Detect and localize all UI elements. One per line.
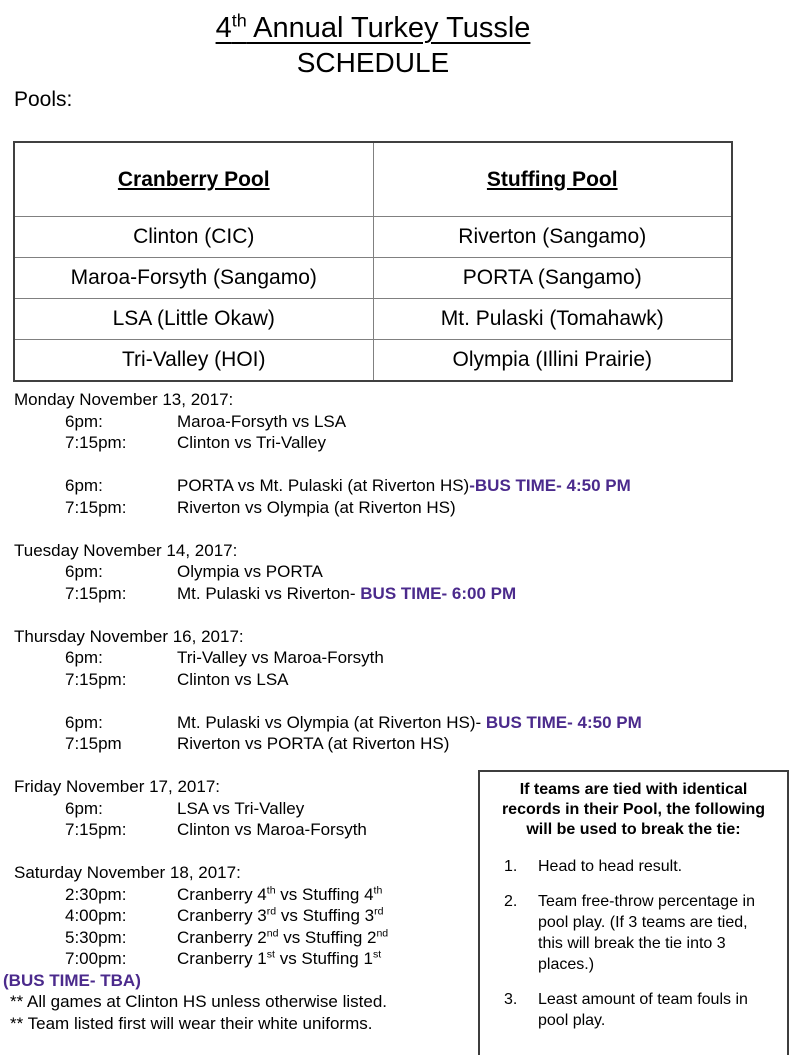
pools-table bbox=[13, 141, 733, 382]
tiebreaker-item bbox=[494, 891, 773, 975]
pool-header-cell bbox=[14, 142, 373, 217]
game-line bbox=[0, 561, 746, 583]
game-line bbox=[0, 669, 746, 691]
game-time: 7:15pm: bbox=[65, 669, 127, 689]
game-time: 4:00pm: bbox=[65, 906, 127, 925]
blank-line bbox=[0, 690, 746, 712]
pool-team-cell: Maroa-Forsyth (Sangamo) bbox=[14, 258, 373, 299]
pools-label: Pools: bbox=[14, 88, 73, 111]
page-subtitle: SCHEDULE bbox=[296, 47, 450, 78]
schedule-section bbox=[0, 389, 746, 518]
game-line bbox=[0, 475, 746, 497]
tiebreaker-box bbox=[478, 770, 789, 1055]
game-time: 6pm: bbox=[65, 712, 103, 732]
game-time: 6pm: bbox=[65, 798, 103, 818]
schedule-date: Friday November 17, 2017: bbox=[14, 777, 220, 796]
pool-table-row bbox=[14, 340, 732, 382]
game-line bbox=[0, 733, 746, 755]
game-time: 2:30pm: bbox=[65, 884, 127, 904]
game-description: Clinton vs Tri-Valley bbox=[177, 433, 326, 452]
game-time: 6pm: bbox=[65, 648, 103, 667]
pool-team-cell: LSA (Little Okaw) bbox=[14, 299, 373, 340]
tiebreaker-item-text: Head to head result. bbox=[538, 858, 683, 875]
blank-line bbox=[0, 454, 746, 476]
game-time: 6pm: bbox=[65, 476, 103, 495]
bus-time-note: -BUS TIME- 4:50 PM bbox=[469, 476, 631, 495]
game-time: 7:15pm: bbox=[65, 433, 127, 452]
game-description: Riverton vs Olympia (at Riverton HS) bbox=[177, 497, 456, 517]
schedule-section bbox=[0, 540, 746, 605]
pool-header-cell bbox=[373, 142, 732, 217]
tiebreaker-list bbox=[494, 856, 773, 1031]
game-description: Clinton vs Maroa-Forsyth bbox=[177, 820, 367, 839]
game-description: Cranberry 2nd vs Stuffing 2nd bbox=[177, 926, 389, 947]
tiebreaker-item-number: 1. bbox=[504, 858, 518, 875]
game-time: 7:15pm bbox=[65, 734, 122, 753]
page-title-text: 4th Annual Turkey Tussle bbox=[215, 10, 531, 44]
game-line bbox=[0, 647, 746, 669]
pool-team-cell: Tri-Valley (HOI) bbox=[14, 340, 373, 382]
game-description: Olympia vs PORTA bbox=[177, 562, 323, 581]
footnote: ** Team listed first will wear their white uniforms. bbox=[10, 1013, 373, 1033]
game-description: Maroa-Forsyth vs LSA bbox=[177, 411, 347, 431]
tiebreaker-item bbox=[494, 856, 773, 877]
game-line bbox=[0, 712, 746, 734]
pool-header-text: Cranberry Pool bbox=[117, 167, 270, 191]
pool-team-cell: Riverton (Sangamo) bbox=[373, 217, 732, 258]
tiebreaker-item bbox=[494, 989, 773, 1031]
page-title bbox=[0, 0, 746, 46]
schedule-date: Tuesday November 14, 2017: bbox=[14, 540, 238, 560]
pool-team-cell: Mt. Pulaski (Tomahawk) bbox=[373, 299, 732, 340]
game-time: 7:00pm: bbox=[65, 949, 127, 968]
game-time: 7:15pm: bbox=[65, 820, 127, 839]
pool-header-text: Stuffing Pool bbox=[486, 167, 618, 191]
game-time: 6pm: bbox=[65, 411, 103, 431]
bus-time-note: BUS TIME- 6:00 PM bbox=[360, 583, 517, 603]
schedule-date: Saturday November 18, 2017: bbox=[14, 863, 241, 882]
game-description: Mt. Pulaski vs Riverton- bbox=[177, 583, 361, 603]
game-description: PORTA vs Mt. Pulaski (at Riverton HS) bbox=[177, 476, 470, 495]
game-line bbox=[0, 497, 746, 519]
game-description: Cranberry 4th vs Stuffing 4th bbox=[177, 883, 383, 904]
schedule-section bbox=[0, 626, 746, 755]
pool-table-header-row bbox=[14, 142, 732, 217]
pool-team-cell: Olympia (Illini Prairie) bbox=[373, 340, 732, 382]
pool-table-row bbox=[14, 299, 732, 340]
game-line bbox=[0, 411, 746, 433]
tiebreaker-item-number: 3. bbox=[504, 991, 518, 1008]
game-line bbox=[0, 432, 746, 454]
bus-time-note: BUS TIME- 4:50 PM bbox=[485, 712, 642, 732]
game-line bbox=[0, 583, 746, 605]
tiebreaker-item-text: Least amount of team fouls in pool play. bbox=[538, 991, 748, 1029]
game-description: Clinton vs LSA bbox=[177, 669, 289, 689]
bus-time-tba: (BUS TIME- TBA) bbox=[3, 970, 141, 990]
pool-table-row bbox=[14, 217, 732, 258]
game-description: Riverton vs PORTA (at Riverton HS) bbox=[177, 734, 450, 753]
game-time: 7:15pm: bbox=[65, 497, 127, 517]
game-description: LSA vs Tri-Valley bbox=[177, 798, 305, 818]
schedule-date: Thursday November 16, 2017: bbox=[14, 626, 244, 646]
tiebreaker-item-number: 2. bbox=[504, 893, 518, 910]
game-description: Cranberry 1st vs Stuffing 1st bbox=[177, 948, 382, 968]
pool-team-cell: PORTA (Sangamo) bbox=[373, 258, 732, 299]
tiebreaker-item-text: Team free-throw percentage in pool play. (If 3 teams are tied, this will break the tie into 3 places.) bbox=[538, 893, 755, 973]
game-description: Mt. Pulaski vs Olympia (at Riverton HS)- bbox=[177, 712, 486, 732]
pool-team-cell: Clinton (CIC) bbox=[14, 217, 373, 258]
schedule-date: Monday November 13, 2017: bbox=[14, 390, 234, 409]
game-time: 5:30pm: bbox=[65, 927, 127, 947]
game-description: Cranberry 3rd vs Stuffing 3rd bbox=[177, 905, 384, 925]
game-description: Tri-Valley vs Maroa-Forsyth bbox=[177, 648, 384, 667]
game-time: 7:15pm: bbox=[65, 583, 127, 603]
footnote: ** All games at Clinton HS unless otherwise listed. bbox=[10, 992, 388, 1011]
pool-table-row bbox=[14, 258, 732, 299]
tiebreaker-heading: If teams are tied with identical records in their Pool, the following will be used to break the tie: bbox=[501, 781, 766, 838]
game-time: 6pm: bbox=[65, 562, 103, 581]
